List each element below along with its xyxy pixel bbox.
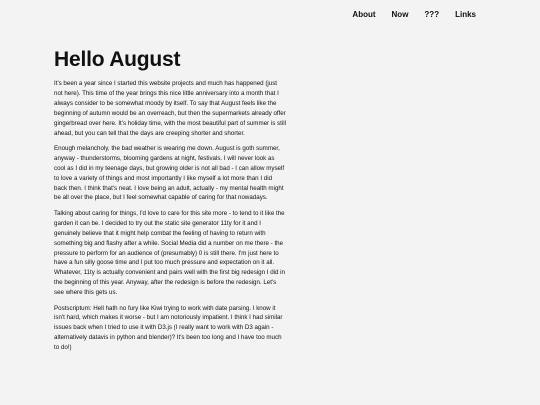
post-paragraph-3: Talking about caring for things, I'd love to care for this site more - to tend to it like the garden it can be. I decided to try out the static site generator 11ty for it and I genuinely believe that it might help combat the feeling of having to return with something big and flashy after a while. Social Media did a number on me there - the pressure to perform for an audience of (presumably) 0 is still there. I'm just here to have a fun silly goose time and I put too much pressure and expectation on it all. Whatever, 11ty is actually convenient and pairs well with the first big redesign I did in the beginning of this year. Anyway, after the redesign is before the redesign. Let's see where this gets us. [54,209,286,297]
nav-link-mystery[interactable]: ??? [424,10,440,19]
post-title: Hello August [54,48,181,71]
blog-post [54,47,286,359]
post-paragraph-1: It's been a year since I started this website projects and much has happened (just not here). This time of the year brings this nice little anniversary into a month that I always consider to be somewhat moody by itself. To say that August feels like the beginning of autumn would be an overreach, but then the supermarkets already offer gingerbread over here. It's holiday time, with the most beautiful part of summer is still ahead, but you can tell that the days are creeping shorter and shorter. [54,80,286,137]
post-paragraph-4: Postscriptum: Hell hath no fury like Kiwi trying to work with date parsing. I know it isn't hard, which makes it worse - but I am notoriously impatient. I think I had similar issues back when I tried to use it with D3.js (I really want to work with D3 again - alternatively datavis in python and blender)? It's been too long and I have too much to do!) [54,304,283,352]
top-navigation [352,9,476,21]
nav-link-about[interactable]: About [352,10,376,19]
nav-link-links[interactable]: Links [455,10,476,19]
post-paragraph-2: Enough melancholy, the bad weather is wearing me down. August is goth summer, anyway - thunderstorms, blooming gardens at night, festivals. I will never look as cool as I did in my teenage days, but growing older is not all bad - I can allow myself to love a variety of things and most importantly I like myself a lot more than I did back then. I think that's neat. I love being an adult, actually - my mental health might be all over the place, but I feel somewhat capable of caring for that nowadays. [54,144,285,202]
nav-link-now[interactable]: Now [391,10,409,19]
